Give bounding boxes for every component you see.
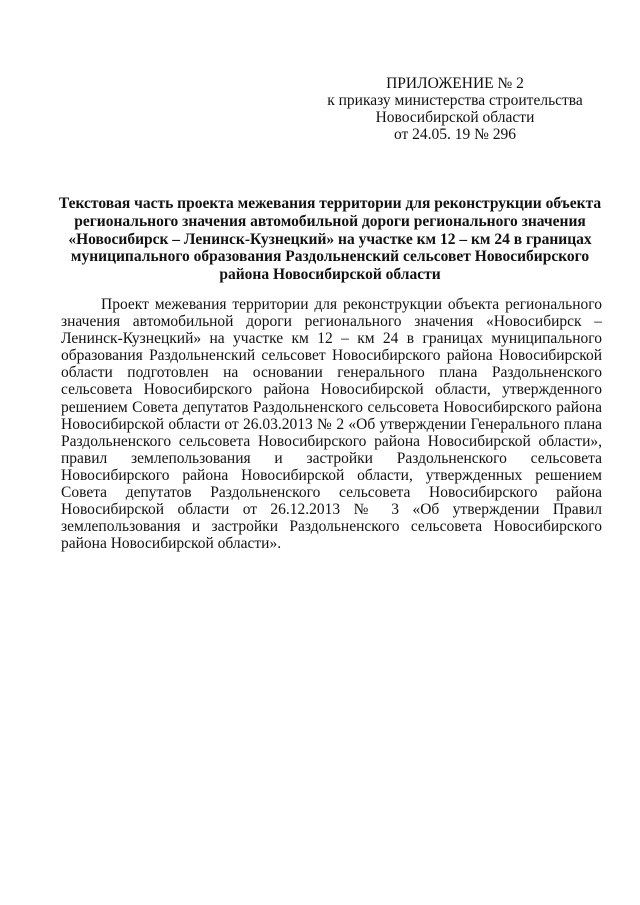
title-line: муниципального образования Раздольненский сельсовет Новосибирского [70, 248, 590, 266]
appendix-date-number: от 24.05. 19 № 296 [393, 126, 517, 143]
title-line: района Новосибирской области [219, 266, 441, 284]
appendix-region: Новосибирской области [375, 109, 535, 126]
title-line: регионального значения автомобильной дороги регионального значения [74, 212, 586, 230]
body-paragraph: Проект межевания территории для реконструкции объекта регионального значения автомобильной дороги регионального значения «Новосибирск – Ленинск-Кузнецкий» на участке км 12 – км 24 в границах муниципального образования Раздольненский сельсовет Новосибирского района Новосибирской области подготовлен на основании генерального плана Раздольненского сельсовета Новосибирского района Новосибирской области, утвержденного решением Совета депутатов Раздольненского сельсовета Новосибирского района Новосибирской области от 26.03.2013 № 2 «Об утверждении Генерального плана Раздольненского сельсовета Новосибирского района Новосибирской области», правил землепользования и застройки Раздольненского сельсовета Новосибирского района Новосибирской области, утвержденных решением Совета депутатов Раздольненского сельсовета Новосибирского района Новосибирской области от 26.12.2013 № 3 «Об утверждении Правил землепользования и застройки Раздольненского сельсовета Новосибирского района Новосибирской области». [61, 296, 602, 553]
title-line: Текстовая часть проекта межевания территории для реконструкции объекта [58, 195, 602, 212]
document-title [40, 195, 620, 284]
appendix-order-reference: к приказу министерства строительства [327, 92, 583, 109]
appendix-header [300, 75, 610, 143]
title-line: «Новосибирск – Ленинск-Кузнецкий» на участке км 12 – км 24 в границах [68, 230, 592, 248]
appendix-number: ПРИЛОЖЕНИЕ № 2 [386, 75, 524, 92]
